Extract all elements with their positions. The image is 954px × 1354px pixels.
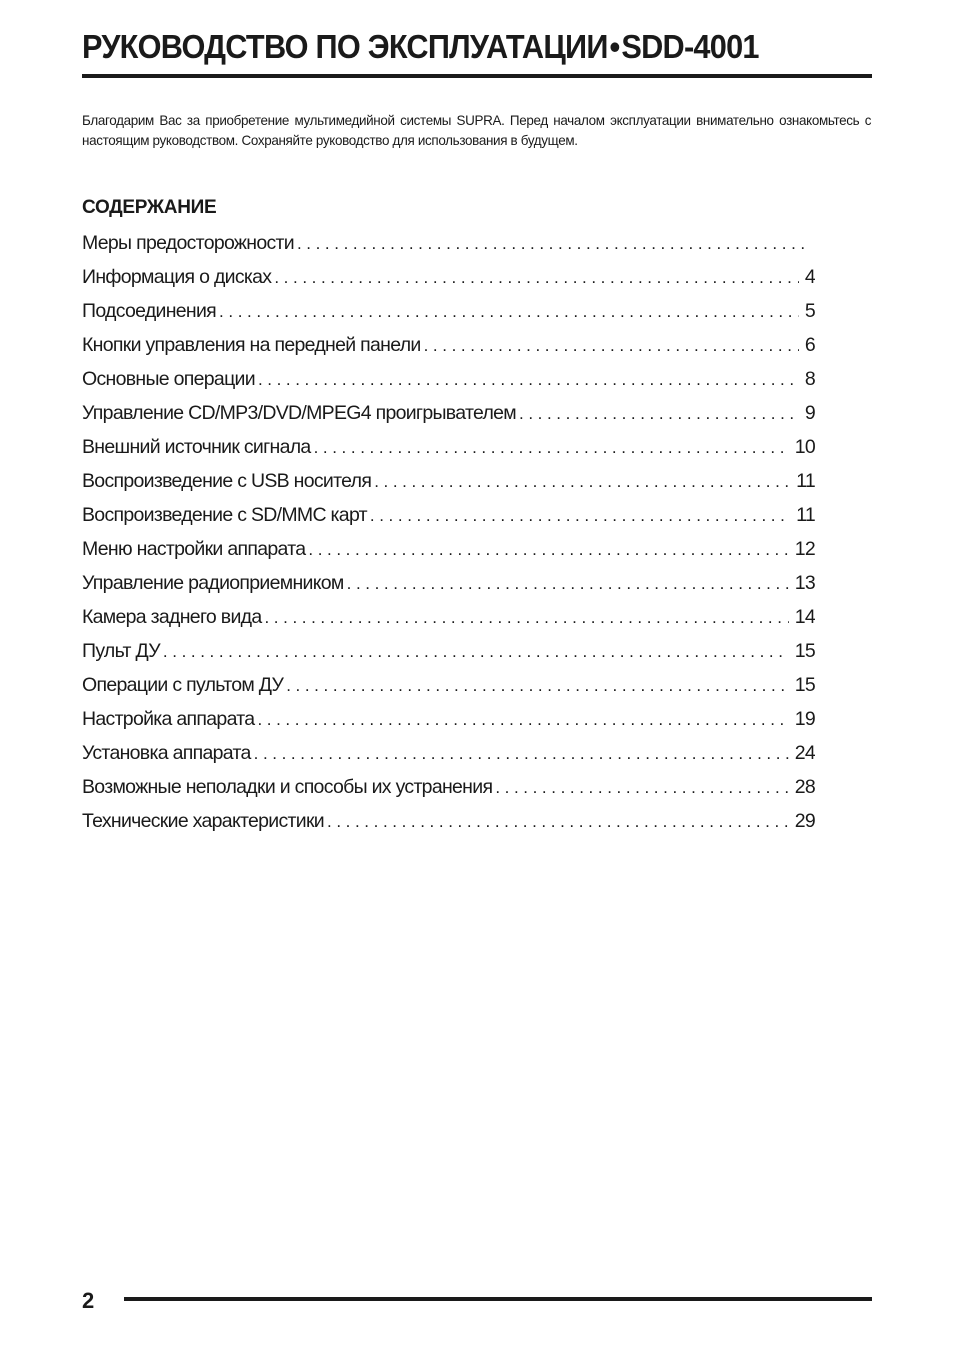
- toc-entry: [82, 229, 815, 263]
- toc-entry: [82, 569, 815, 603]
- toc-entry: [82, 739, 815, 773]
- toc-dot-leader: [519, 400, 799, 428]
- title-main: РУКОВОДСТВО ПО ЭКСПЛУАТАЦИИ: [82, 28, 608, 65]
- toc-dot-leader: [254, 740, 789, 768]
- page-number: 2: [82, 1288, 95, 1313]
- toc-entry-label: Информация о дисках: [82, 266, 272, 288]
- toc-entry-page: 11: [796, 470, 815, 492]
- toc-dot-leader: [314, 434, 789, 462]
- toc-entry-label: Камера заднего вида: [82, 606, 262, 628]
- title-divider: [82, 74, 872, 78]
- toc-entry: [82, 807, 815, 841]
- toc-dot-leader: [264, 604, 788, 632]
- toc-entry-label: Возможные неполадки и способы их устранения: [82, 776, 493, 798]
- toc-entry-page: 11: [796, 504, 815, 526]
- toc-entry: [82, 433, 815, 467]
- toc-entry: [82, 501, 815, 535]
- toc-dot-leader: [374, 468, 790, 496]
- toc-entry: [82, 365, 815, 399]
- title-model: SDD-4001: [621, 28, 759, 65]
- toc-dot-leader: [370, 502, 790, 530]
- toc-entry-page: 19: [794, 708, 815, 730]
- toc-entry: [82, 399, 815, 433]
- toc-entry-page: 15: [794, 674, 815, 696]
- toc-dot-leader: [286, 672, 789, 700]
- toc-entry: [82, 297, 815, 331]
- toc-entry-page: 10: [794, 436, 815, 458]
- page-header: [82, 22, 872, 72]
- toc-entry-page: 14: [794, 606, 815, 628]
- footer-divider: [124, 1297, 872, 1301]
- intro-paragraph: Благодарим Вас за приобретение мультимедийной системы SUPRA. Перед началом эксплуатации внимательно ознакомьтесь с настоящим руководством. Сохраняйте руководство для использования в будущем.: [82, 112, 872, 148]
- toc-entry: [82, 773, 815, 807]
- toc-entry: [82, 263, 815, 297]
- toc-dot-leader: [274, 264, 798, 292]
- toc-heading: СОДЕРЖАНИЕ: [82, 197, 217, 218]
- toc-entry-label: Подсоединения: [82, 300, 217, 322]
- table-of-contents: [82, 229, 815, 841]
- toc-entry-label: Меры предосторожности: [82, 232, 294, 254]
- toc-dot-leader: [297, 230, 809, 258]
- toc-entry-page: 24: [794, 742, 815, 764]
- toc-entry: [82, 603, 815, 637]
- toc-entry-page: 9: [804, 402, 815, 424]
- toc-entry-label: Меню настройки аппарата: [82, 538, 306, 560]
- toc-entry-label: Основные операции: [82, 368, 255, 390]
- toc-entry-page: 12: [794, 538, 815, 560]
- toc-dot-leader: [163, 638, 789, 666]
- toc-dot-leader: [347, 570, 789, 598]
- toc-entry-page: 29: [794, 810, 815, 832]
- toc-entry-label: Управление CD/MP3/DVD/MPEG4 проигрывателем: [82, 402, 517, 424]
- toc-entry-label: Внешний источник сигнала: [82, 436, 311, 458]
- toc-entry: [82, 705, 815, 739]
- toc-dot-leader: [258, 366, 799, 394]
- toc-entry-page: 8: [804, 368, 815, 390]
- toc-entry-page: 4: [804, 266, 815, 288]
- toc-entry-label: Установка аппарата: [82, 742, 251, 764]
- toc-entry-label: Воспроизведение с SD/MMC карт: [82, 504, 367, 526]
- toc-dot-leader: [327, 808, 789, 836]
- toc-entry-label: Управление радиоприемником: [82, 572, 344, 594]
- toc-entry-page: 28: [794, 776, 815, 798]
- toc-entry-label: Воспроизведение с USB носителя: [82, 470, 372, 492]
- toc-entry: [82, 535, 815, 569]
- toc-entry-label: Операции с пультом ДУ: [82, 674, 284, 696]
- toc-entry-page: 5: [804, 300, 815, 322]
- toc-entry: [82, 671, 815, 705]
- toc-dot-leader: [424, 332, 799, 360]
- toc-dot-leader: [495, 774, 788, 802]
- toc-entry: [82, 467, 815, 501]
- toc-entry-page: 6: [804, 334, 815, 356]
- toc-entry-page: 15: [794, 640, 815, 662]
- toc-entry-label: Пульт ДУ: [82, 640, 160, 662]
- toc-dot-leader: [219, 298, 799, 326]
- toc-dot-leader: [257, 706, 788, 734]
- toc-entry: [82, 331, 815, 365]
- page-title: [82, 22, 817, 72]
- toc-entry-label: Кнопки управления на передней панели: [82, 334, 421, 356]
- toc-entry: [82, 637, 815, 671]
- toc-dot-leader: [308, 536, 788, 564]
- toc-entry-label: Технические характеристики: [82, 810, 324, 832]
- toc-entry-page: 13: [794, 572, 815, 594]
- toc-entry-label: Настройка аппарата: [82, 708, 255, 730]
- title-separator: •: [609, 28, 620, 65]
